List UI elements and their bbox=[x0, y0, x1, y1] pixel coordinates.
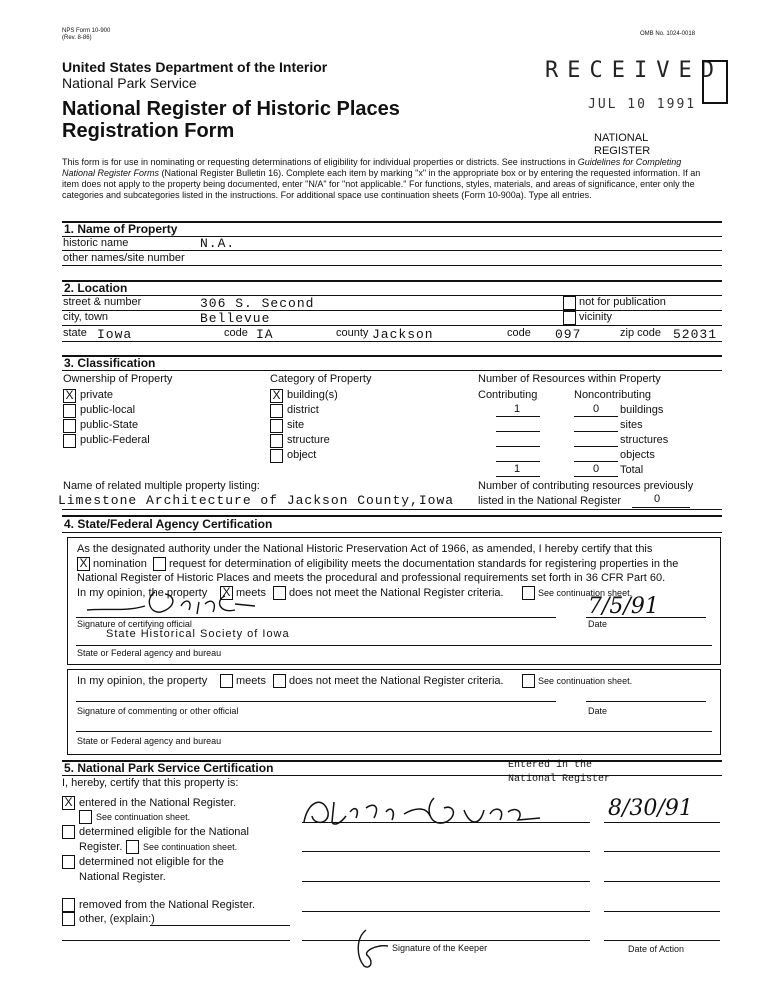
does-not-meet-label: does not meet the National Register criteria. bbox=[289, 587, 504, 599]
signature-line bbox=[76, 617, 556, 618]
see-continuation-checkbox[interactable] bbox=[522, 586, 535, 600]
ownership-public-state-checkbox[interactable] bbox=[63, 419, 76, 433]
department-name: United States Department of the Interior bbox=[62, 59, 328, 75]
blank-line bbox=[496, 446, 540, 447]
other-label: other, (explain:) bbox=[79, 913, 155, 925]
ownership-heading: Ownership of Property bbox=[63, 373, 173, 385]
county-label: county bbox=[336, 327, 369, 339]
divider bbox=[62, 370, 722, 371]
nomination-label: nomination bbox=[93, 558, 147, 570]
received-date-stamp: JUL 10 1991 bbox=[588, 97, 697, 112]
category-object-checkbox[interactable] bbox=[270, 449, 283, 463]
does-not-meet2-label: does not meet the National Register criteria. bbox=[289, 675, 504, 687]
entered-checkbox[interactable]: X bbox=[62, 796, 75, 810]
ownership-public-federal-checkbox[interactable] bbox=[63, 434, 76, 448]
date-line bbox=[586, 617, 706, 618]
see-continuation2-checkbox[interactable] bbox=[522, 674, 535, 688]
intro-paragraph: This form is for use in nominating or requesting determinations of eligibility for individual properties or districts. See instructions in Guidelines for Completing National Register Forms (National Register Bulletin 16). Complete each item by marking "x" in the appropriate box or by entering the requested information. If an item does not apply to the property being documented, enter "N/A" for "not applicable." For functions, styles, materials, and areas of significance, enter only the categories and subcategories listed in the instructions. For additional space use continuation sheets (Form 10-900a). Type all entries. bbox=[62, 157, 701, 200]
other-checkbox[interactable] bbox=[62, 912, 75, 926]
blank-line bbox=[574, 461, 618, 462]
noncontributing-buildings[interactable]: 0 bbox=[592, 403, 600, 415]
historic-name-value[interactable]: N.A. bbox=[200, 236, 236, 251]
keeper-signature bbox=[294, 792, 594, 836]
not-for-publication-label: not for publication bbox=[579, 296, 666, 308]
not-eligible-label-2: National Register. bbox=[79, 871, 166, 883]
entered-continuation-label: See continuation sheet. bbox=[96, 812, 191, 822]
signature-line bbox=[76, 701, 556, 702]
agency-line bbox=[76, 645, 712, 646]
category-heading: Category of Property bbox=[270, 373, 372, 385]
ownership-private-checkbox[interactable]: X bbox=[63, 389, 76, 403]
noncontributing-total[interactable]: 0 bbox=[592, 463, 600, 475]
divider bbox=[62, 355, 722, 357]
stamp-national: NATIONAL bbox=[594, 132, 649, 144]
section1-heading: 1. Name of Property bbox=[64, 222, 178, 236]
resource-structures-label: structures bbox=[620, 434, 669, 446]
nomination-checkbox[interactable]: X bbox=[77, 557, 90, 571]
ownership-public-local-label: public-local bbox=[80, 404, 136, 416]
keeper-label: Signature of the Keeper bbox=[392, 943, 488, 953]
eligible-continuation-checkbox[interactable] bbox=[126, 840, 139, 854]
meets-checkbox[interactable]: X bbox=[220, 586, 233, 600]
category-building-label: building(s) bbox=[287, 389, 338, 401]
county-code-value[interactable]: 097 bbox=[555, 327, 582, 342]
not-for-publication-checkbox[interactable] bbox=[563, 296, 576, 310]
category-district-checkbox[interactable] bbox=[270, 404, 283, 418]
date-line bbox=[604, 881, 720, 882]
meets2-checkbox[interactable] bbox=[220, 674, 233, 688]
cert-paragraph-1: As the designated authority under the National Historic Preservation Act of 1966, as amended, I hereby certify that this bbox=[77, 543, 653, 555]
signature-line bbox=[302, 911, 590, 912]
ownership-public-state-label: public-State bbox=[80, 419, 139, 431]
action-date-value[interactable]: 8/30/91 bbox=[608, 796, 693, 821]
eligible-label: determined eligible for the National bbox=[79, 826, 249, 838]
agency-label: State or Federal agency and bureau bbox=[77, 648, 222, 658]
vicinity-label: vicinity bbox=[579, 311, 613, 323]
category-building-checkbox[interactable]: X bbox=[270, 389, 283, 403]
blank-line bbox=[496, 476, 540, 477]
received-stamp: RECEIVED bbox=[545, 58, 723, 83]
divider bbox=[62, 341, 722, 342]
resource-total-label: Total bbox=[620, 464, 644, 476]
agency2-label: State or Federal agency and bureau bbox=[77, 736, 222, 746]
date-line bbox=[604, 911, 720, 912]
eligible-continuation-label: See continuation sheet. bbox=[143, 842, 238, 852]
see-continuation-label: See continuation sheet. bbox=[538, 588, 633, 598]
entered-label: entered in the National Register. bbox=[79, 797, 237, 809]
ownership-public-federal-label: public-Federal bbox=[80, 434, 150, 446]
meets-label: meets bbox=[236, 587, 266, 599]
divider bbox=[62, 280, 722, 282]
category-site-checkbox[interactable] bbox=[270, 419, 283, 433]
zip-label: zip code bbox=[620, 327, 661, 339]
divider bbox=[62, 236, 722, 237]
blank-line bbox=[574, 431, 618, 432]
county-code-label: code bbox=[507, 327, 531, 339]
noncontributing-heading: Noncontributing bbox=[574, 389, 652, 401]
stamp-frame bbox=[702, 60, 728, 104]
section2-heading: 2. Location bbox=[64, 281, 128, 295]
state-code-value[interactable]: IA bbox=[256, 327, 274, 342]
see-continuation2-label: See continuation sheet. bbox=[538, 676, 633, 686]
category-structure-checkbox[interactable] bbox=[270, 434, 283, 448]
blank-line bbox=[496, 416, 540, 417]
divider bbox=[62, 265, 722, 266]
determination-request-checkbox[interactable] bbox=[153, 557, 166, 571]
eligible-checkbox[interactable] bbox=[62, 825, 75, 839]
not-eligible-checkbox[interactable] bbox=[62, 855, 75, 869]
cert-paragraph-3: National Register of Historic Places and meets the procedural and professional requirements set forth in 36 CFR Part 60. bbox=[77, 572, 666, 584]
meets2-label: meets bbox=[236, 675, 266, 687]
state-code-label: code bbox=[224, 327, 248, 339]
form-revision: (Rev. 8-86) bbox=[62, 35, 92, 41]
date2-label: Date bbox=[588, 706, 608, 716]
category-site-label: site bbox=[287, 419, 305, 431]
contributing-heading: Contributing bbox=[478, 389, 538, 401]
stamp-register: REGISTER bbox=[594, 145, 651, 157]
resource-objects-label: objects bbox=[620, 449, 655, 461]
state-value[interactable]: Iowa bbox=[97, 327, 133, 342]
other-names-label: other names/site number bbox=[63, 252, 185, 264]
certifying-date[interactable]: 7/5/91 bbox=[588, 594, 659, 619]
street-value[interactable]: 306 S. Second bbox=[200, 296, 315, 311]
resource-buildings-label: buildings bbox=[620, 404, 664, 416]
divider bbox=[62, 310, 722, 311]
form-number: NPS Form 10-900 bbox=[62, 28, 111, 34]
county-value[interactable]: Jackson bbox=[372, 327, 434, 342]
action-date-label: Date of Action bbox=[628, 944, 685, 954]
section5-heading: 5. National Park Service Certification bbox=[64, 761, 274, 775]
historic-name-label: historic name bbox=[63, 237, 129, 249]
entered-handnote-2: National Register bbox=[508, 774, 611, 785]
sig-certifying-label: Signature of certifying official bbox=[77, 619, 192, 629]
agency-line bbox=[76, 731, 712, 732]
removed-checkbox[interactable] bbox=[62, 898, 75, 912]
city-label: city, town bbox=[63, 311, 109, 323]
blank-line bbox=[150, 925, 290, 926]
category-structure-label: structure bbox=[287, 434, 330, 446]
entered-handnote-1: Entered in the bbox=[508, 760, 593, 771]
divider bbox=[62, 775, 722, 776]
not-eligible-label: determined not eligible for the bbox=[79, 856, 224, 868]
blank-line bbox=[496, 461, 540, 462]
contributing-buildings[interactable]: 1 bbox=[513, 403, 521, 415]
divider bbox=[62, 250, 722, 251]
ownership-private-label: private bbox=[80, 389, 114, 401]
category-object-label: object bbox=[287, 449, 317, 461]
divider bbox=[62, 532, 722, 533]
blank-line bbox=[574, 446, 618, 447]
does-not-meet2-checkbox[interactable] bbox=[273, 674, 286, 688]
cert-paragraph-2: request for determination of eligibility meets the documentation standards for registering properties in the bbox=[169, 558, 679, 570]
vicinity-checkbox[interactable] bbox=[563, 311, 576, 325]
signature-line bbox=[302, 822, 590, 823]
removed-label: removed from the National Register. bbox=[79, 899, 256, 911]
entered-continuation-checkbox[interactable] bbox=[79, 810, 92, 824]
sig-commenting-label: Signature of commenting or other official bbox=[77, 706, 239, 716]
date-line bbox=[604, 822, 720, 823]
multiple-listing-label: Name of related multiple property listing: bbox=[63, 480, 260, 492]
date-label: Date bbox=[588, 619, 608, 629]
blank-line bbox=[496, 431, 540, 432]
divider bbox=[62, 509, 722, 510]
blank-line bbox=[574, 476, 618, 477]
opinion2-label: In my opinion, the property bbox=[77, 675, 208, 687]
form-title-line2: Registration Form bbox=[62, 120, 235, 142]
date-line bbox=[604, 940, 720, 941]
service-name: National Park Service bbox=[62, 75, 197, 91]
resources-heading: Number of Resources within Property bbox=[478, 373, 661, 385]
blank-line bbox=[574, 416, 618, 417]
keeper-initials bbox=[348, 926, 394, 972]
category-district-label: district bbox=[287, 404, 319, 416]
blank-line bbox=[62, 940, 290, 941]
certify-label: I, hereby, certify that this property is: bbox=[62, 777, 239, 789]
omb-number: OMB No. 1024-0018 bbox=[640, 31, 696, 37]
opinion-label: In my opinion, the property bbox=[77, 587, 208, 599]
resource-sites-label: sites bbox=[620, 419, 643, 431]
ownership-public-local-checkbox[interactable] bbox=[63, 404, 76, 418]
section4-heading: 4. State/Federal Agency Certification bbox=[64, 517, 273, 531]
multiple-listing-value[interactable]: Limestone Architecture of Jackson County,Iowa bbox=[58, 493, 455, 508]
agency-value[interactable]: State Historical Society of Iowa bbox=[106, 628, 290, 640]
state-label: state bbox=[63, 327, 87, 339]
date-line bbox=[586, 701, 706, 702]
eligible-label-2: Register. bbox=[79, 841, 123, 853]
signature-line bbox=[302, 940, 590, 941]
zip-value[interactable]: 52031 bbox=[673, 327, 718, 342]
signature-line bbox=[302, 851, 590, 852]
city-value[interactable]: Bellevue bbox=[200, 311, 271, 326]
form-title-line1: National Register of Historic Places bbox=[62, 98, 400, 120]
divider bbox=[62, 325, 722, 326]
date-line bbox=[604, 851, 720, 852]
prev-listed-value[interactable]: 0 bbox=[654, 493, 661, 505]
contributing-total[interactable]: 1 bbox=[513, 463, 521, 475]
section3-heading: 3. Classification bbox=[64, 356, 156, 370]
prev-listed-label-1: Number of contributing resources previously bbox=[478, 480, 694, 492]
signature-line bbox=[302, 881, 590, 882]
blank-line bbox=[632, 507, 690, 508]
street-label: street & number bbox=[63, 296, 142, 308]
prev-listed-label-2: listed in the National Register bbox=[478, 495, 622, 507]
